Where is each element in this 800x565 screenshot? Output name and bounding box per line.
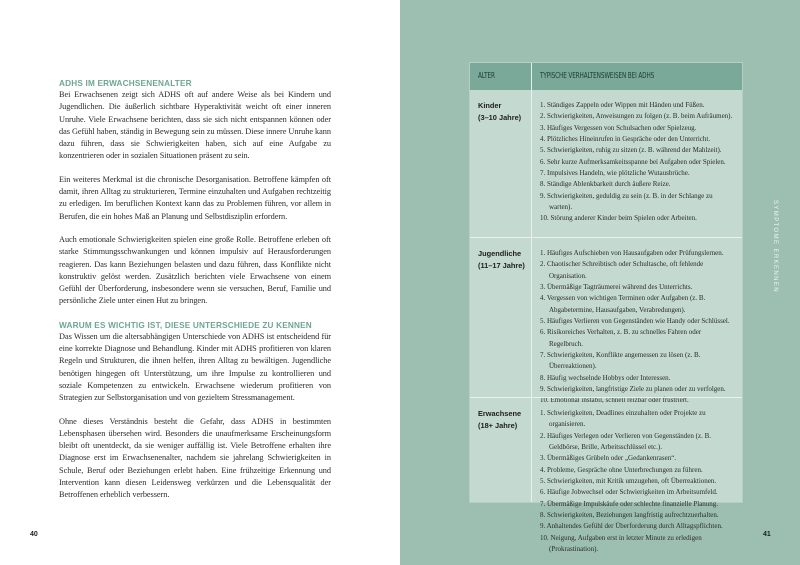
table-row	[470, 90, 742, 237]
list-item: 10. Neigung, Aufgaben erst in letzter Minute zu erledigen (Prokrastination).	[540, 533, 702, 554]
header-cell-age	[470, 63, 532, 90]
behavior-list	[532, 238, 742, 405]
age-cell	[470, 398, 532, 502]
header-label-behaviors: TYPISCHE VERHALTENSWEISEN BEI ADHS	[540, 71, 655, 80]
table-body	[470, 90, 742, 554]
page-number-right: 41	[763, 531, 771, 538]
age-range-label: (11–17 Jahre)	[478, 261, 525, 271]
section-heading-importance: WARUM ES WICHTIG IST, DIESE UNTERSCHIEDE ZU KENNEN	[59, 320, 312, 330]
table-row	[470, 237, 742, 405]
chapter-side-label: SYMPTOME ERKENNEN	[772, 200, 778, 294]
age-group-label: Erwachsene	[478, 409, 522, 418]
age-cell	[470, 238, 532, 397]
list-item: 4. Vergessen von wichtigen Terminen oder Aufgaben (z. B. Abgabetermine, Hausaufgaben, Verabredungen).	[540, 294, 706, 314]
age-group-label: Kinder	[478, 101, 502, 110]
list-item: 3. Häufiges Vergessen von Schulsachen oder Spielzeug.	[540, 123, 697, 132]
list-item: 1. Schwierigkeiten, Deadlines einzuhalten oder Projekte zu organisieren.	[540, 409, 706, 429]
list-item: 9. Anhaltendes Gefühl der Überforderung durch Alltagspflichten.	[540, 522, 723, 531]
list-item: 9. Schwierigkeiten, geduldig zu sein (z. B. in der Schlange zu warten).	[540, 191, 713, 212]
list-item: 1. Ständiges Zappeln oder Wippen mit Händen und Füßen.	[540, 101, 705, 109]
behavior-list	[532, 90, 742, 237]
list-item: 10. Störung anderer Kinder beim Spielen oder Arbeiten.	[540, 214, 697, 223]
list-item: 9. Schwierigkeiten, langfristige Ziele zu planen oder zu verfolgen.	[540, 385, 726, 394]
section-heading-adults: ADHS IM ERWACHSENENALTER	[59, 79, 192, 88]
list-item: 6. Sehr kurze Aufmerksamkeitsspanne bei Aufgaben oder Spielen.	[540, 157, 726, 166]
table-header	[470, 63, 742, 90]
list-item: 6. Risikoreiches Verhalten, z. B. zu schnelles Fahren oder Regelbruch.	[540, 328, 702, 348]
list-item: 8. Ständige Ablenkbarkeit durch äußere Reize.	[540, 180, 671, 189]
list-item: 7. Schwierigkeiten, Konflikte angemessen zu lösen (z. B. Überreaktionen).	[540, 351, 701, 371]
behavior-list	[532, 398, 742, 554]
header-cell-behaviors	[532, 63, 742, 90]
page-number-left: 40	[30, 531, 38, 538]
list-item: 4. Plötzliches Hineinrufen in Gespräche oder den Unterricht.	[540, 135, 711, 144]
age-range-label: (18+ Jahre)	[478, 421, 518, 431]
paragraph: Das Wissen um die altersabhängigen Unterschiede von ADHS ist entscheidend für eine korrekte Diagnose und Behandlung. Kinder mit ADHS profitieren von klaren Regeln und Strukturen, die ihnen helfen, ihren Alltag zu bewältigen. Jugendliche benötigen hingegen oft Unterstützung, um ihre Impulse zu kontrollieren und soziale Kompetenzen zu entwickeln. Erwachsene wiederum profitieren von Strategien zur Selbstorganisation und von gezieltem Stressmanagement.	[59, 331, 331, 403]
symptoms-table	[470, 63, 742, 554]
list-item: 2. Chaotischer Schreibtisch oder Schultasche, oft fehlende Organisation.	[540, 260, 704, 280]
list-item: 7. Übermäßige Impulskäufe oder schlechte finanzielle Planung.	[540, 499, 719, 508]
age-cell	[470, 90, 532, 237]
list-item: 2. Schwierigkeiten, Anweisungen zu folgen (z. B. beim Aufräumen).	[540, 112, 733, 121]
list-item: 3. Übermäßiges Grübeln oder „Gedankenrasen“.	[540, 454, 677, 463]
list-item: 4. Probleme, Gespräche ohne Unterbrechungen zu führen.	[540, 465, 703, 474]
header-label-age: ALTER	[478, 71, 495, 80]
list-item: 5. Häufiges Verlieren von Gegenständen wie Handy oder Schlüssel.	[540, 317, 730, 326]
list-item: 3. Übermäßige Tagträumerei während des Unterrichts.	[540, 283, 693, 292]
list-item: 8. Schwierigkeiten, Beziehungen langfristig aufrechtzuerhalten.	[540, 511, 719, 520]
list-item: 1. Häufiges Aufschieben von Hausaufgaben oder Prüfungslernen.	[540, 249, 724, 257]
left-page-content	[59, 78, 331, 513]
paragraph: Auch emotionale Schwierigkeiten spielen eine große Rolle. Betroffene erleben oft starke Stimmungsschwankungen und können impulsiv auf Herausforderungen reagieren. Das kann Beziehungen belasten und dazu führen, dass Konflikte nicht konstruktiv gelöst werden. Zusätzlich berichten viele Erwachsene von einem Gefühl der Überforderung, insbesondere wenn sie versuchen, Beruf, Familie und persönliche Ziele unter einen Hut zu bringen.	[59, 234, 331, 306]
list-item: 2. Häufiges Verlegen oder Verlieren von Gegenständen (z. B. Geldbörse, Brille, Arbeitsschlüssel etc.).	[540, 431, 711, 452]
paragraph: Bei Erwachsenen zeigt sich ADHS oft auf andere Weise als bei Kindern und Jugendlichen. Die äußerlich sichtbare Hyperaktivität weicht oft einer inneren Unruhe. Viele Erwachsene berichten, dass sie sich nicht entspannen können oder das Gefühl haben, ständig in Bewegung sein zu müssen. Diese innere Unruhe kann dazu führen, dass sie Schwierigkeiten haben, sich auf eine Aufgabe zu konzentrieren oder in sozialen Situationen präsent zu sein.	[59, 90, 331, 161]
table-row	[470, 397, 742, 554]
list-item: 7. Impulsives Handeln, wie plötzliche Wutausbrüche.	[540, 169, 690, 178]
age-group-label: Jugendliche	[478, 249, 522, 258]
list-item: 5. Schwierigkeiten, ruhig zu sitzen (z. B. während der Mahlzeit).	[540, 146, 722, 155]
list-item: 5. Schwierigkeiten, mit Kritik umzugehen, oft Überreaktionen.	[540, 477, 717, 486]
paragraph: Ein weiteres Merkmal ist die chronische Desorganisation. Betroffene kämpfen oft damit, ihren Alltag zu strukturieren, Termine einzuhalten und Aufgaben rechtzeitig zu erledigen. Im beruflichen Kontext kann das zu Problemen führen, vor allem in Berufen, die ein hohes Maß an Planung und Selbstdisziplin erfordern.	[59, 174, 331, 221]
list-item: 8. Häufig wechselnde Hobbys oder Interessen.	[540, 373, 671, 382]
paragraph: Ohne dieses Verständnis besteht die Gefahr, dass ADHS in bestimmten Lebensphasen übersehen wird. Besonders die unaufmerksame Erscheinungsform bleibt oft unentdeckt, da sie weniger auffällig ist. Viele Betroffene erhalten ihre Diagnose erst im Erwachsenenalter, nachdem sie jahrelang Schwierigkeiten in Schule, Beruf oder Beziehungen erlebt haben. Eine frühzeitige Erkennung und Intervention kann diesen Leidensweg verkürzen und die Lebensqualität der Betroffenen erheblich verbessern.	[59, 416, 331, 500]
list-item: 10. Emotional instabil, schnell reizbar oder frustriert.	[540, 396, 689, 405]
list-item: 6. Häufige Jobwechsel oder Schwierigkeiten im Arbeitsumfeld.	[540, 488, 718, 497]
age-range-label: (3–10 Jahre)	[478, 113, 522, 123]
